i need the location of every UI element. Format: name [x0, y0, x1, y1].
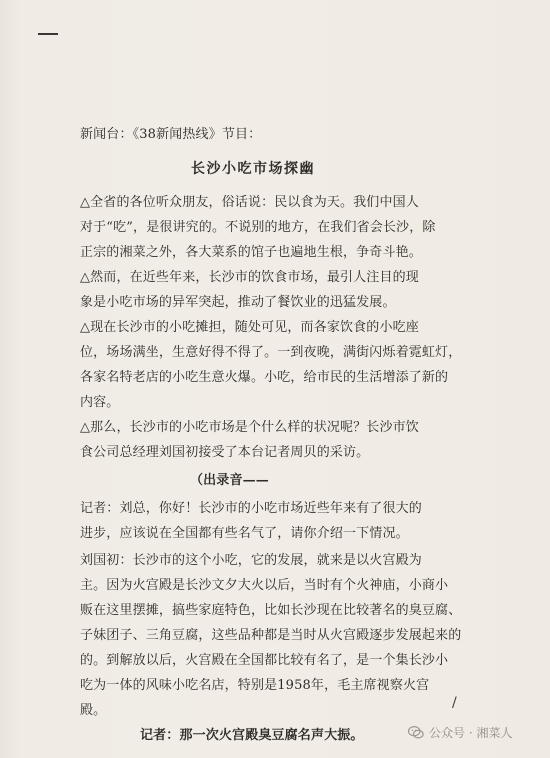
handwritten-tick: / — [452, 695, 457, 711]
text-line: 对于“吃”，是很讲究的。不说别的地方，在我们省会长沙，除 — [80, 220, 436, 235]
text-line: 内容。 — [80, 395, 120, 410]
text-line: 象是小吃市场的异军突起，推动了餐饮业的迅猛发展。 — [80, 295, 396, 310]
text-line: △那么，长沙市的小吃市场是个什么样的状况呢？长沙市饮 — [80, 420, 419, 435]
watermark — [408, 724, 512, 741]
text-line: 子妹团子、三角豆腐，这些品种都是当时从火宫殿逐步发展起来的 — [80, 628, 462, 643]
text-line: 的。到解放以后，火宫殿在全国都比较有名了，是一个集长沙小 — [80, 653, 449, 668]
watermark-text: 公众号 · 湘菜人 — [429, 726, 513, 740]
wechat-icon — [408, 726, 424, 739]
text-line: 殿。 — [80, 703, 107, 718]
text-line: 进步，应该说在全国都有些名气了，请你介绍一下情况。 — [80, 526, 409, 541]
text-line: △然而，在近些年来，长沙市的饮食市场，最引人注目的现 — [80, 270, 419, 285]
text-line: 位，场场满坐，生意好得不得了。一到夜晚，满街闪烁着霓虹灯， — [80, 345, 462, 360]
audio-cue: （出录音—— — [190, 473, 269, 488]
text-line: 吃为一体的风味小吃名店，特别是1958年，毛主席视察火宫 — [80, 678, 430, 693]
text-line: △现在长沙市的小吃摊担，随处可见，而各家饮食的小吃座 — [80, 320, 419, 335]
text-line: 各家名特老店的小吃生意火爆。小吃，给市民的生活增添了新的 — [80, 370, 449, 385]
text-line: 食公司总经理刘国初接受了本台记者周贝的采访。 — [80, 445, 370, 460]
text-line: 主。因为火宫殿是长沙文夕大火以后，当时有个火神庙，小商小 — [80, 578, 449, 593]
text-line: 记者：那一次火宫殿臭豆腐名声大振。 — [140, 728, 364, 743]
text-line: △全省的各位听众朋友，俗话说：民以食为天。我们中国人 — [80, 195, 419, 210]
text-line: 记者：刘总，你好！长沙市的小吃市场近些年来有了很大的 — [80, 501, 422, 516]
document-title: 长沙小吃市场探幽 — [191, 161, 315, 177]
text-line: 贩在这里摆摊，搞些家庭特色，比如长沙现在比较著名的臭豆腐、 — [80, 603, 462, 618]
program-header: 新闻台：《38新闻热线》节目： — [80, 127, 262, 142]
text-line: 刘国初：长沙市的这个小吃，它的发展，就来是以火宫殿为 — [80, 553, 422, 568]
text-line: 正宗的湘菜之外，各大菜系的馆子也遍地生根，争奇斗艳。 — [80, 245, 422, 260]
